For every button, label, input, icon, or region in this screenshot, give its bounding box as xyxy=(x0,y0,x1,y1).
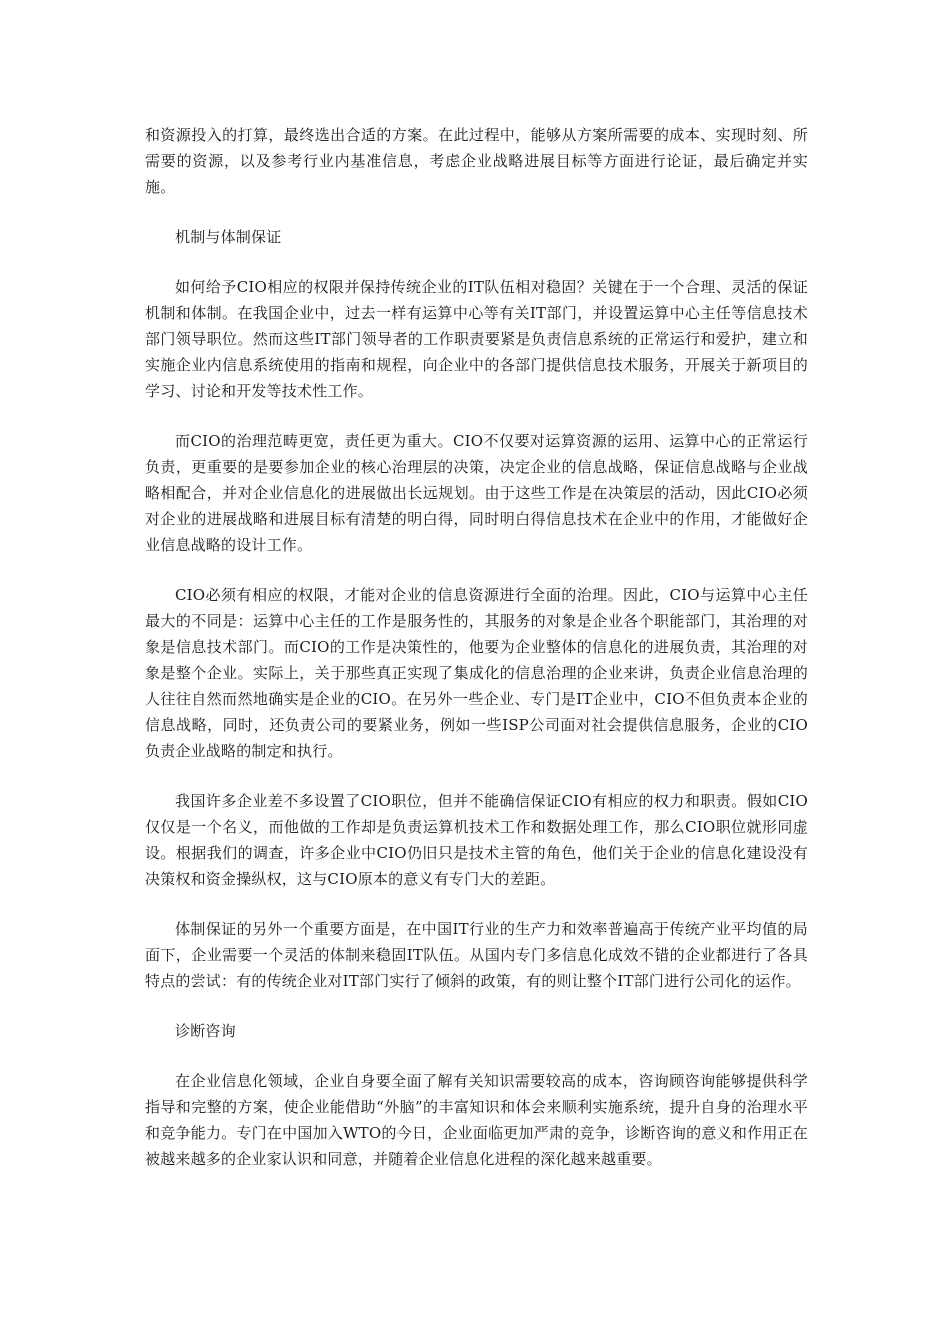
paragraph-intro-continuation: 和资源投入的打算，最终选出合适的方案。在此过程中，能够从方案所需要的成本、实现时刻、所需要的资源，以及参考行业内基准信息，考虑企业战略进展目标等方面进行论证，最后确定并实施。 xyxy=(145,126,808,196)
paragraph-cio-permissions: CIO必须有相应的权限，才能对企业的信息资源进行全面的治理。因此，CIO与运算中心主任最大的不同是：运算中心主任的工作是服务性的，其服务的对象是企业各个职能部门，其治理的对象是信息技术部门。而CIO的工作是决策性的，他要为企业整体的信息化的进展负责，其治理的对象是整个企业。实际上，关于那些真正实现了集成化的信息治理的企业来讲，负责企业信息治理的人往往自然而然地确实是企业的CIO。在另外一些企业、专门是IT企业中，CIO不但负责本企业的信息战略，同时，还负责公司的要紧业务，例如一些ISP公司面对社会提供信息服务，企业的CIO负责企业战略的制定和执行。 xyxy=(145,586,808,760)
paragraph-system-guarantee: 体制保证的另外一个重要方面是，在中国IT行业的生产力和效率普遍高于传统产业平均值的局面下，企业需要一个灵活的体制来稳固IT队伍。从国内专门多信息化成效不错的企业都进行了各具特点的尝试：有的传统企业对IT部门实行了倾斜的政策，有的则让整个IT部门进行公司化的运作。 xyxy=(145,920,808,990)
paragraph-cio-survey: 我国许多企业差不多设置了CIO职位，但并不能确信保证CIO有相应的权力和职责。假如CIO仅仅是一个名义，而他做的工作却是负责运算机技术工作和数据处理工作，那么CIO职位就形同虚设。根据我们的调查，许多企业中CIO仍旧只是技术主管的角色，他们关于企业的信息化建设没有决策权和资金操纵权，这与CIO原本的意义有专门大的差距。 xyxy=(145,792,808,888)
section-heading-mechanism: 机制与体制保证 xyxy=(175,228,282,246)
document-page xyxy=(145,122,808,1196)
paragraph-cio-scope: 而CIO的治理范畴更宽，责任更为重大。CIO不仅要对运算资源的运用、运算中心的正常运行负责，更重要的是要参加企业的核心治理层的决策，决定企业的信息战略，保证信息战略与企业战略相配合，并对企业信息化的进展做出长远规划。由于这些工作是在决策层的活动，因此CIO必须对企业的进展战略和进展目标有清楚的明白得，同时明白得信息技术在企业中的作用，才能做好企业信息战略的设计工作。 xyxy=(145,432,808,554)
paragraph-consulting: 在企业信息化领域，企业自身要全面了解有关知识需要较高的成本，咨询顾咨询能够提供科学指导和完整的方案，使企业能借助“外脑”的丰富知识和体会来顺利实施系统，提升自身的治理水平和竞争能力。专门在中国加入WTO的今日，企业面临更加严肃的竞争，诊断咨询的意义和作用正在被越来越多的企业家认识和同意，并随着企业信息化进程的深化越来越重要。 xyxy=(145,1072,808,1168)
section-heading-consulting: 诊断咨询 xyxy=(175,1022,236,1040)
paragraph-cio-authority: 如何给予CIO相应的权限并保持传统企业的IT队伍相对稳固？关键在于一个合理、灵活的保证机制和体制。在我国企业中，过去一样有运算中心等有关IT部门，并设置运算中心主任等信息技术部门领导职位。然而这些IT部门领导者的工作职责要紧是负责信息系统的正常运行和爱护，建立和实施企业内信息系统使用的指南和规程，向企业中的各部门提供信息技术服务，开展关于新项目的学习、讨论和开发等技术性工作。 xyxy=(145,278,808,400)
